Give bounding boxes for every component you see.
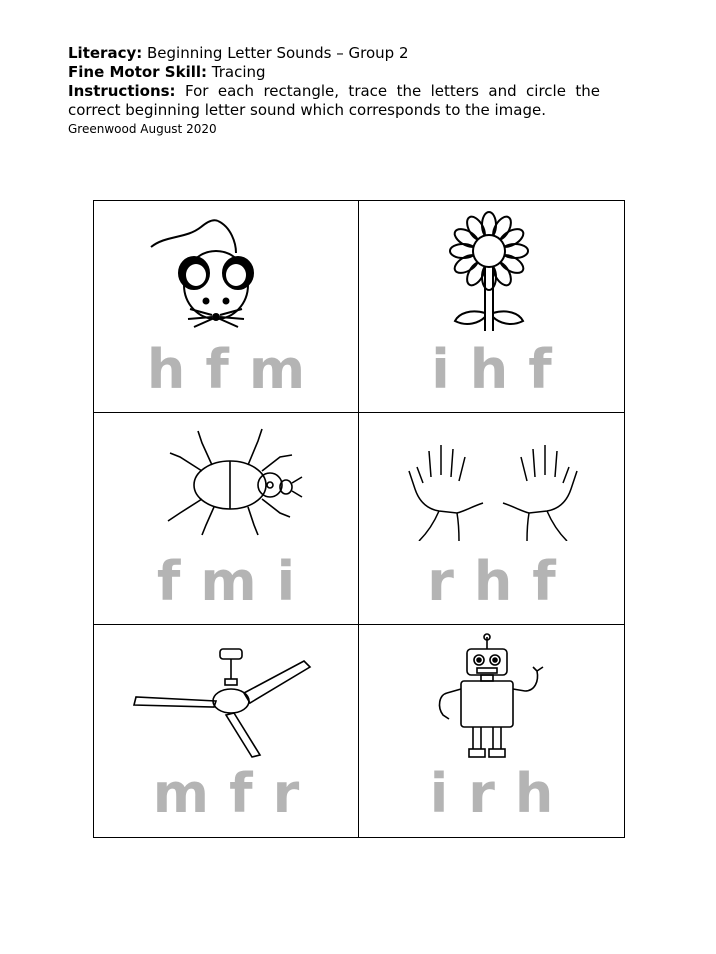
literacy-text: Beginning Letter Sounds – Group 2 (147, 44, 409, 62)
letter-choice[interactable]: h (469, 338, 509, 401)
letter-choices (94, 761, 358, 827)
letter-choice[interactable]: f (156, 550, 181, 613)
letter-card-grid (93, 200, 625, 838)
letter-choice[interactable]: r (272, 762, 300, 825)
beetle-icon (162, 427, 312, 537)
letter-choice[interactable]: f (229, 762, 253, 825)
ceiling-fan-icon (130, 639, 320, 759)
skill-line (68, 63, 600, 82)
letter-choices (359, 337, 624, 403)
flower-icon (441, 209, 541, 333)
card-robot (359, 625, 624, 837)
card-beetle (94, 413, 359, 625)
mouse-icon (146, 213, 286, 333)
letter-choice[interactable]: h (146, 338, 186, 401)
letter-choice[interactable]: r (468, 762, 495, 825)
instructions-line (68, 82, 600, 120)
letter-choices (359, 761, 624, 827)
letter-choice[interactable]: f (528, 338, 552, 401)
card-ceiling-fan (94, 625, 359, 837)
letter-choice[interactable]: h (473, 550, 513, 613)
letter-choice[interactable]: i (431, 338, 450, 401)
letter-choice[interactable]: h (514, 762, 554, 825)
letter-choices (94, 337, 358, 403)
letter-choice[interactable]: i (276, 550, 296, 613)
card-mouse (94, 201, 359, 413)
letter-choice[interactable]: m (248, 338, 306, 401)
instructions-text: For each rectangle, trace the letters and circle the correct beginning letter sound which corresponds to the image. (68, 82, 600, 119)
robot-icon (429, 633, 559, 761)
literacy-line (68, 44, 600, 63)
letter-choice[interactable]: r (427, 550, 454, 613)
letter-choice[interactable]: f (205, 338, 229, 401)
letter-choices (359, 549, 624, 615)
credit-line: Greenwood August 2020 (68, 122, 217, 136)
hands-icon (403, 431, 583, 541)
card-hands (359, 413, 624, 625)
letter-choice[interactable]: m (152, 762, 210, 825)
letter-choice[interactable]: f (532, 550, 556, 613)
letter-choice[interactable]: i (429, 762, 449, 825)
literacy-label: Literacy: (68, 44, 143, 62)
letter-choices (94, 549, 358, 615)
instructions-label: Instructions: (68, 82, 176, 100)
card-flower (359, 201, 624, 413)
skill-text: Tracing (211, 63, 266, 81)
skill-label: Fine Motor Skill: (68, 63, 207, 81)
letter-choice[interactable]: m (200, 550, 257, 613)
worksheet-header (68, 44, 600, 137)
